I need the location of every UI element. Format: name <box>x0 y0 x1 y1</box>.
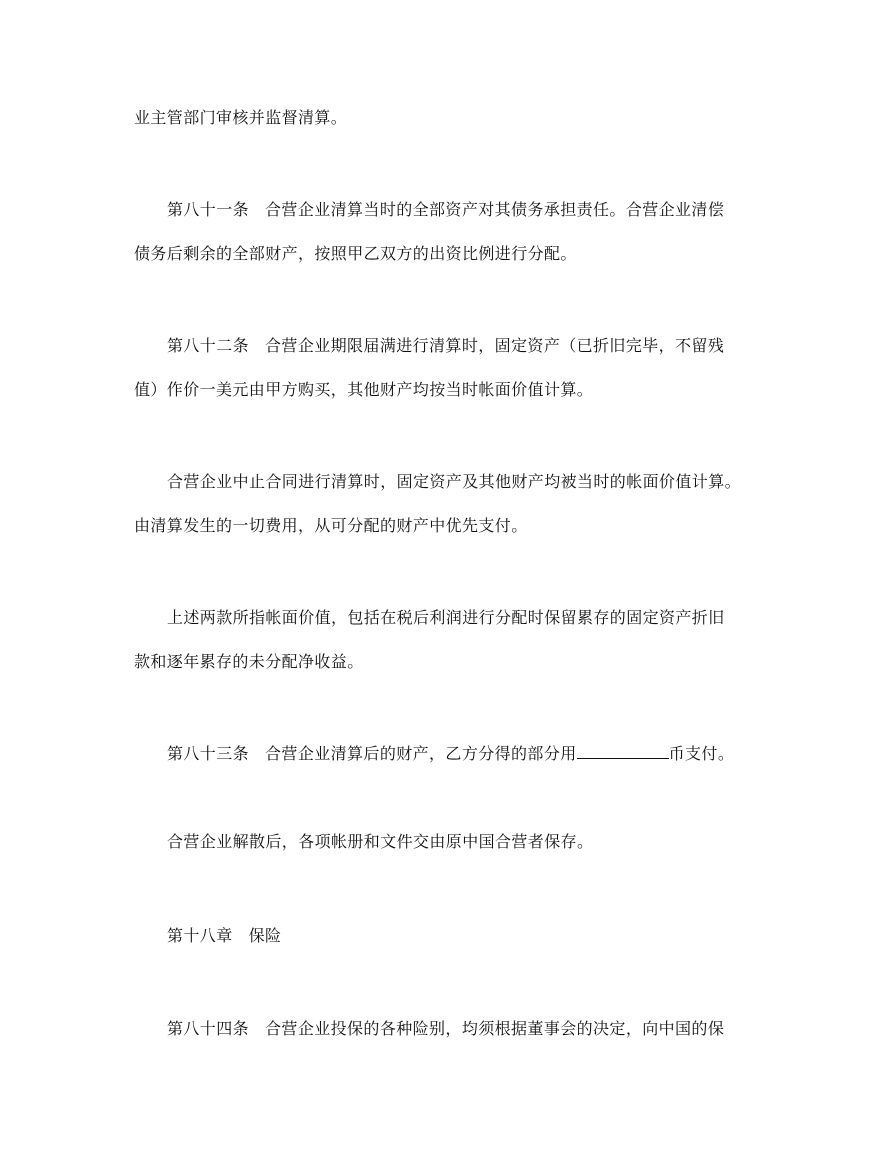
article-84-heading: 第八十四条 <box>167 1019 250 1038</box>
chapter-18-heading-line <box>167 925 817 947</box>
paragraph-stop-line-2 <box>134 515 784 537</box>
article-81-text-cont: 债务后剩余的全部财产，按照甲乙双方的出资比例进行分配。 <box>134 244 577 263</box>
paragraph-book-text-cont: 款和逐年累存的未分配净收益。 <box>134 652 364 671</box>
article-82-text-cont: 值）作价一美元由甲方购买，其他财产均按当时帐面价值计算。 <box>134 380 594 399</box>
article-84-text: 合营企业投保的各种险别，均须根据董事会的决定，向中国的保 <box>265 1019 725 1038</box>
paragraph-line <box>134 107 784 129</box>
paragraph-dissolve-text: 合营企业解散后，各项帐册和文件交由原中国合营者保存。 <box>167 832 594 851</box>
paragraph-stop-text: 合营企业中止合同进行清算时，固定资产及其他财产均被当时的帐面价值计算。 <box>167 472 742 491</box>
article-81-line-1 <box>167 199 817 221</box>
article-83-line <box>167 743 817 765</box>
article-83-text: 合营企业清算后的财产，乙方分得的部分用 <box>265 744 577 763</box>
paragraph-dissolve-line <box>167 831 817 853</box>
article-82-line-2 <box>134 379 784 401</box>
paragraph-book-line-1 <box>167 607 817 629</box>
article-83-text-end: 币支付。 <box>668 744 735 763</box>
paragraph-book-text: 上述两款所指帐面价值，包括在税后利润进行分配时保留累存的固定资产折旧 <box>167 608 725 627</box>
article-82-text: 合营企业期限届满进行清算时，固定资产（已折旧完毕，不留残 <box>265 336 725 355</box>
article-81-text: 合营企业清算当时的全部资产对其债务承担责任。合营企业清偿 <box>265 200 725 219</box>
chapter-18-heading: 第十八章 <box>167 926 233 945</box>
paragraph-stop-line-1 <box>167 471 817 493</box>
article-83-heading: 第八十三条 <box>167 744 250 763</box>
article-84-line-1 <box>167 1018 817 1040</box>
paragraph-book-line-2 <box>134 651 784 673</box>
chapter-18-title: 保险 <box>248 926 282 945</box>
article-81-heading: 第八十一条 <box>167 200 250 219</box>
article-82-heading: 第八十二条 <box>167 336 250 355</box>
paragraph-stop-text-cont: 由清算发生的一切费用，从可分配的财产中优先支付。 <box>134 516 528 535</box>
article-81-line-2 <box>134 243 784 265</box>
text-line: 业主管部门审核并监督清算。 <box>134 108 348 127</box>
currency-blank-line <box>577 744 669 759</box>
article-82-line-1 <box>167 335 817 357</box>
